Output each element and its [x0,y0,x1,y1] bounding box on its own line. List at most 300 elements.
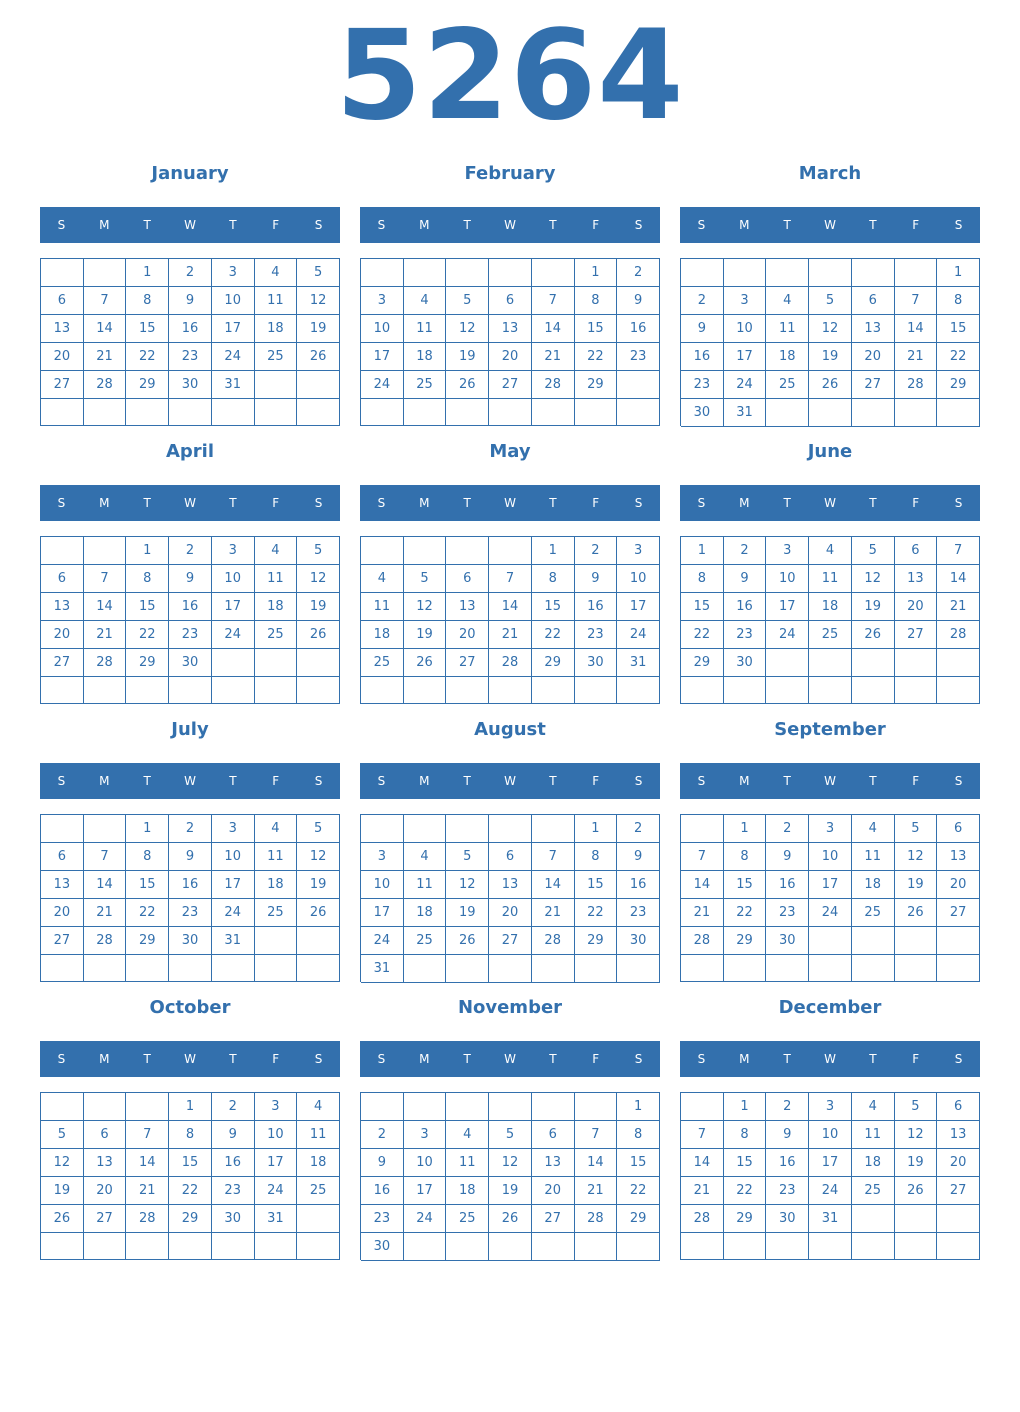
weekday-label: S [954,1052,963,1066]
day-cell: 1 [617,1093,660,1121]
empty-cell [532,399,575,426]
day-cell: 9 [617,287,660,315]
day-cell: 3 [212,537,255,565]
day-grid [360,258,660,426]
empty-cell [489,1093,532,1121]
day-cell: 2 [766,815,809,843]
day-cell: 29 [126,649,169,677]
day-cell: 9 [361,1149,404,1177]
day-cell: 23 [361,1205,404,1233]
day-cell: 13 [84,1149,127,1177]
day-cell: 3 [212,259,255,287]
day-cell: 4 [255,537,298,565]
day-cell: 22 [532,621,575,649]
empty-cell [41,815,84,843]
weekday-label: S [314,218,323,232]
day-cell: 7 [84,287,127,315]
day-cell: 20 [41,899,84,927]
day-cell: 15 [681,593,724,621]
day-cell: 15 [575,315,618,343]
day-cell: 31 [212,927,255,955]
day-cell: 25 [361,649,404,677]
day-cell: 3 [361,843,404,871]
day-cell: 2 [617,259,660,287]
day-cell: 4 [297,1093,340,1121]
day-cell: 19 [446,343,489,371]
weekday-label: W [504,774,516,788]
weekday-label: T [463,1052,471,1066]
day-cell: 20 [937,1149,980,1177]
weekday-label: F [272,1052,280,1066]
day-cell: 19 [489,1177,532,1205]
weekday-label: M [419,1052,430,1066]
day-cell: 18 [297,1149,340,1177]
day-cell: 10 [766,565,809,593]
empty-cell [617,399,660,426]
day-cell: 7 [681,843,724,871]
empty-cell [766,399,809,427]
day-cell: 31 [212,371,255,399]
day-cell: 8 [724,1121,767,1149]
empty-cell [404,259,447,287]
day-cell: 28 [575,1205,618,1233]
day-cell: 18 [852,871,895,899]
empty-cell [41,1093,84,1121]
day-cell: 26 [809,371,852,399]
day-cell: 10 [404,1149,447,1177]
empty-cell [809,955,852,982]
day-cell: 29 [724,927,767,955]
day-cell: 2 [617,815,660,843]
day-cell: 17 [212,871,255,899]
weekday-label: T [549,218,557,232]
weekday-label: M [739,774,750,788]
day-cell: 1 [724,1093,767,1121]
weekday-label: S [954,218,963,232]
weekday-label: W [824,496,836,510]
weekday-label: F [912,496,920,510]
day-cell: 12 [895,843,938,871]
day-cell: 18 [255,871,298,899]
month-april [40,436,340,706]
month-november [360,992,660,1262]
day-cell: 14 [681,871,724,899]
day-cell: 7 [937,537,980,565]
day-cell: 5 [489,1121,532,1149]
empty-cell [212,955,255,982]
weekday-label: T [463,774,471,788]
weekday-label: S [697,496,706,510]
day-cell: 21 [532,343,575,371]
empty-cell [361,399,404,426]
day-cell: 23 [617,899,660,927]
empty-cell [126,399,169,426]
day-cell: 11 [766,315,809,343]
day-cell: 1 [126,259,169,287]
day-cell: 13 [41,871,84,899]
empty-cell [724,1233,767,1260]
empty-cell [169,399,212,426]
day-cell: 19 [404,621,447,649]
day-cell: 25 [297,1177,340,1205]
day-cell: 25 [766,371,809,399]
empty-cell [297,1205,340,1233]
day-cell: 27 [446,649,489,677]
weekday-label: T [869,774,877,788]
day-cell: 6 [489,287,532,315]
weekday-label: W [184,496,196,510]
day-cell: 25 [446,1205,489,1233]
empty-cell [255,955,298,982]
day-grid [360,1092,660,1260]
empty-cell [681,1093,724,1121]
day-cell: 6 [41,565,84,593]
empty-cell [766,649,809,677]
day-grid [680,536,980,704]
month-march [680,158,980,428]
empty-cell [41,259,84,287]
day-cell: 11 [852,1121,895,1149]
day-cell: 17 [724,343,767,371]
empty-cell [895,677,938,704]
day-cell: 16 [681,343,724,371]
empty-cell [404,955,447,983]
day-cell: 7 [681,1121,724,1149]
day-cell: 31 [617,649,660,677]
weekday-header [680,763,980,799]
day-cell: 27 [852,371,895,399]
day-cell: 8 [937,287,980,315]
day-cell: 9 [724,565,767,593]
day-cell: 5 [852,537,895,565]
day-cell: 13 [446,593,489,621]
weekday-label: T [463,496,471,510]
day-cell: 25 [852,1177,895,1205]
day-cell: 5 [297,815,340,843]
day-cell: 6 [489,843,532,871]
day-cell: 21 [681,899,724,927]
day-cell: 20 [41,621,84,649]
empty-cell [404,1093,447,1121]
empty-cell [212,1233,255,1260]
weekday-label: M [419,774,430,788]
weekday-label: T [549,1052,557,1066]
day-cell: 30 [681,399,724,427]
weekday-label: T [143,774,151,788]
empty-cell [297,371,340,399]
day-cell: 26 [489,1205,532,1233]
day-cell: 13 [937,1121,980,1149]
day-cell: 23 [212,1177,255,1205]
weekday-label: F [912,218,920,232]
weekday-label: W [184,218,196,232]
empty-cell [575,1233,618,1261]
day-cell: 8 [575,287,618,315]
weekday-label: S [377,218,386,232]
empty-cell [446,399,489,426]
day-cell: 21 [489,621,532,649]
empty-cell [766,1233,809,1260]
day-cell: 24 [809,899,852,927]
empty-cell [937,927,980,955]
day-cell: 28 [681,1205,724,1233]
day-cell: 22 [126,899,169,927]
empty-cell [852,259,895,287]
day-cell: 13 [937,843,980,871]
weekday-label: S [314,496,323,510]
day-cell: 29 [724,1205,767,1233]
empty-cell [446,1093,489,1121]
day-cell: 12 [297,843,340,871]
day-cell: 17 [809,1149,852,1177]
day-cell: 8 [617,1121,660,1149]
weekday-label: M [419,218,430,232]
weekday-header [40,207,340,243]
empty-cell [895,1233,938,1260]
empty-cell [724,955,767,982]
empty-cell [126,1233,169,1260]
day-cell: 14 [575,1149,618,1177]
day-cell: 9 [212,1121,255,1149]
empty-cell [41,677,84,704]
day-cell: 23 [766,899,809,927]
weekday-label: M [739,496,750,510]
day-cell: 16 [212,1149,255,1177]
empty-cell [575,1093,618,1121]
day-cell: 2 [575,537,618,565]
empty-cell [852,955,895,982]
day-cell: 29 [532,649,575,677]
day-cell: 26 [297,899,340,927]
empty-cell [446,955,489,983]
day-cell: 26 [446,371,489,399]
weekday-label: F [592,1052,600,1066]
empty-cell [489,399,532,426]
day-cell: 20 [895,593,938,621]
day-cell: 21 [84,899,127,927]
day-cell: 31 [255,1205,298,1233]
day-cell: 18 [255,593,298,621]
day-cell: 14 [84,593,127,621]
weekday-label: T [783,1052,791,1066]
day-cell: 2 [766,1093,809,1121]
day-cell: 12 [809,315,852,343]
empty-cell [404,815,447,843]
day-cell: 28 [532,927,575,955]
day-cell: 20 [489,343,532,371]
day-cell: 27 [489,371,532,399]
day-cell: 3 [212,815,255,843]
day-cell: 5 [297,259,340,287]
day-cell: 16 [617,315,660,343]
day-cell: 13 [489,315,532,343]
day-cell: 22 [617,1177,660,1205]
day-cell: 4 [255,815,298,843]
empty-cell [404,677,447,704]
empty-cell [766,955,809,982]
day-cell: 14 [489,593,532,621]
day-cell: 15 [126,871,169,899]
day-cell: 22 [937,343,980,371]
day-cell: 16 [169,315,212,343]
day-cell: 20 [41,343,84,371]
day-cell: 28 [84,649,127,677]
empty-cell [575,955,618,983]
day-cell: 25 [404,927,447,955]
empty-cell [169,1233,212,1260]
weekday-label: S [57,1052,66,1066]
day-cell: 18 [446,1177,489,1205]
day-cell: 1 [126,537,169,565]
day-cell: 22 [126,343,169,371]
day-cell: 3 [809,1093,852,1121]
empty-cell [297,399,340,426]
day-cell: 19 [895,1149,938,1177]
empty-cell [361,537,404,565]
day-cell: 3 [617,537,660,565]
weekday-label: W [184,774,196,788]
day-cell: 11 [446,1149,489,1177]
day-cell: 15 [617,1149,660,1177]
weekday-label: M [99,496,110,510]
day-cell: 7 [84,565,127,593]
day-cell: 11 [809,565,852,593]
day-cell: 1 [575,815,618,843]
empty-cell [681,815,724,843]
day-cell: 10 [809,1121,852,1149]
day-cell: 9 [681,315,724,343]
day-cell: 6 [84,1121,127,1149]
day-cell: 26 [895,899,938,927]
day-cell: 16 [169,871,212,899]
empty-cell [532,955,575,983]
month-name: February [464,163,556,184]
day-cell: 13 [895,565,938,593]
day-cell: 19 [809,343,852,371]
day-cell: 20 [84,1177,127,1205]
day-cell: 4 [361,565,404,593]
empty-cell [297,1233,340,1260]
day-cell: 12 [895,1121,938,1149]
day-cell: 7 [895,287,938,315]
day-cell: 15 [724,1149,767,1177]
day-cell: 23 [617,343,660,371]
empty-cell [681,1233,724,1260]
empty-cell [84,677,127,704]
day-cell: 9 [169,565,212,593]
day-cell: 1 [169,1093,212,1121]
day-cell: 1 [724,815,767,843]
day-cell: 10 [255,1121,298,1149]
day-cell: 24 [617,621,660,649]
day-cell: 12 [41,1149,84,1177]
weekday-label: S [377,496,386,510]
day-cell: 19 [446,899,489,927]
day-cell: 18 [766,343,809,371]
empty-cell [404,537,447,565]
empty-cell [446,677,489,704]
day-cell: 22 [681,621,724,649]
day-cell: 22 [575,343,618,371]
day-cell: 13 [532,1149,575,1177]
weekday-label: S [377,1052,386,1066]
weekday-label: S [697,218,706,232]
day-cell: 31 [809,1205,852,1233]
day-cell: 6 [937,815,980,843]
day-cell: 4 [404,843,447,871]
empty-cell [852,927,895,955]
day-cell: 30 [212,1205,255,1233]
weekday-header [40,485,340,521]
weekday-label: S [697,1052,706,1066]
day-cell: 17 [361,343,404,371]
empty-cell [446,815,489,843]
day-cell: 1 [681,537,724,565]
day-cell: 10 [212,565,255,593]
weekday-header [40,763,340,799]
weekday-label: S [57,774,66,788]
empty-cell [255,1233,298,1260]
empty-cell [809,927,852,955]
empty-cell [489,815,532,843]
day-cell: 25 [255,621,298,649]
day-cell: 10 [361,871,404,899]
day-cell: 21 [937,593,980,621]
day-cell: 15 [532,593,575,621]
day-cell: 2 [169,537,212,565]
day-cell: 17 [212,593,255,621]
day-cell: 25 [809,621,852,649]
empty-cell [852,1233,895,1260]
empty-cell [724,259,767,287]
year-title: 5264 [335,4,685,148]
day-cell: 8 [126,565,169,593]
empty-cell [361,259,404,287]
month-name: June [807,441,853,462]
day-cell: 28 [84,927,127,955]
weekday-label: T [143,496,151,510]
day-cell: 2 [169,259,212,287]
day-cell: 23 [575,621,618,649]
empty-cell [84,815,127,843]
weekday-label: S [954,496,963,510]
day-cell: 11 [852,843,895,871]
empty-cell [937,1205,980,1233]
weekday-label: F [272,218,280,232]
weekday-header [360,485,660,521]
day-cell: 23 [766,1177,809,1205]
day-cell: 13 [41,315,84,343]
day-cell: 24 [766,621,809,649]
weekday-label: W [184,1052,196,1066]
empty-cell [41,399,84,426]
empty-cell [212,677,255,704]
day-cell: 1 [126,815,169,843]
empty-cell [617,371,660,399]
day-cell: 24 [809,1177,852,1205]
day-cell: 23 [169,621,212,649]
day-cell: 8 [126,287,169,315]
day-cell: 18 [255,315,298,343]
weekday-label: W [824,774,836,788]
weekday-label: T [783,496,791,510]
month-august [360,714,660,984]
empty-cell [937,677,980,704]
day-cell: 13 [41,593,84,621]
day-cell: 1 [532,537,575,565]
day-cell: 3 [404,1121,447,1149]
day-cell: 30 [575,649,618,677]
